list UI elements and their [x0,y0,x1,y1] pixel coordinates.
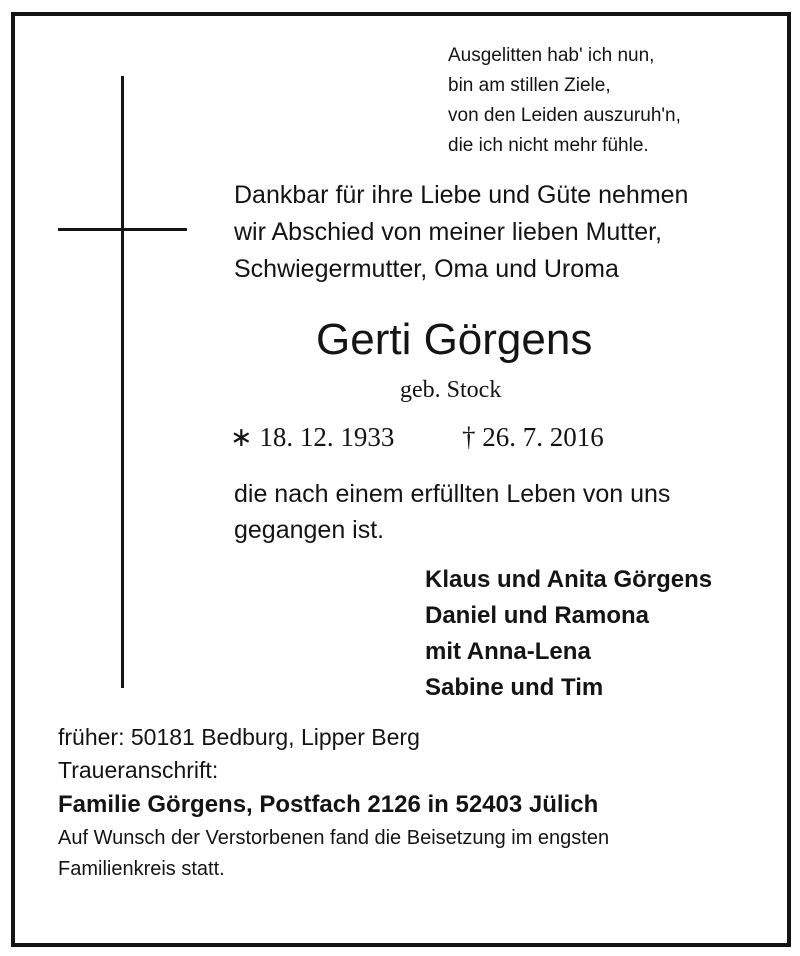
mourner-line: Klaus und Anita Görgens [425,566,713,593]
burial-note-line: Auf Wunsch der Verstorbenen fand die Beisetzung im engsten [58,827,610,849]
poem-line: von den Leiden auszuruh'n, [448,105,681,126]
poem [448,41,681,161]
mourning-address-label: Traueranschrift: [58,757,219,783]
intro-line: Schwiegermutter, Oma und Uroma [234,255,619,283]
mourning-address: Familie Görgens, Postfach 2126 in 52403 Jülich [58,791,599,818]
former-address: früher: 50181 Bedburg, Lipper Berg [58,724,420,750]
deceased-name: Gerti Görgens [316,315,593,364]
farewell-line: die nach einem erfüllten Leben von uns [234,480,671,508]
death-date: † 26. 7. 2016 [462,422,604,452]
mourner-line: Sabine und Tim [425,674,604,701]
maiden-name: geb. Stock [400,377,502,403]
poem-line: die ich nicht mehr fühle. [448,135,649,156]
mourner-line: Daniel und Ramona [425,602,650,629]
footer-info [58,721,609,885]
intro-line: Dankbar für ihre Liebe und Güte nehmen [234,181,689,209]
cross-vertical-bar [121,76,124,688]
mourners-list [425,562,712,706]
farewell-line: gegangen ist. [234,516,385,544]
farewell-text [234,476,670,548]
cross-horizontal-bar [58,228,187,231]
birth-date: ∗ 18. 12. 1933 [230,422,395,452]
burial-note-line: Familienkreis statt. [58,858,225,880]
intro-line: wir Abschied von meiner lieben Mutter, [234,218,662,246]
intro-text [234,177,688,288]
poem-line: bin am stillen Ziele, [448,75,611,96]
mourner-line: mit Anna-Lena [425,638,591,665]
poem-line: Ausgelitten hab' ich nun, [448,45,655,66]
